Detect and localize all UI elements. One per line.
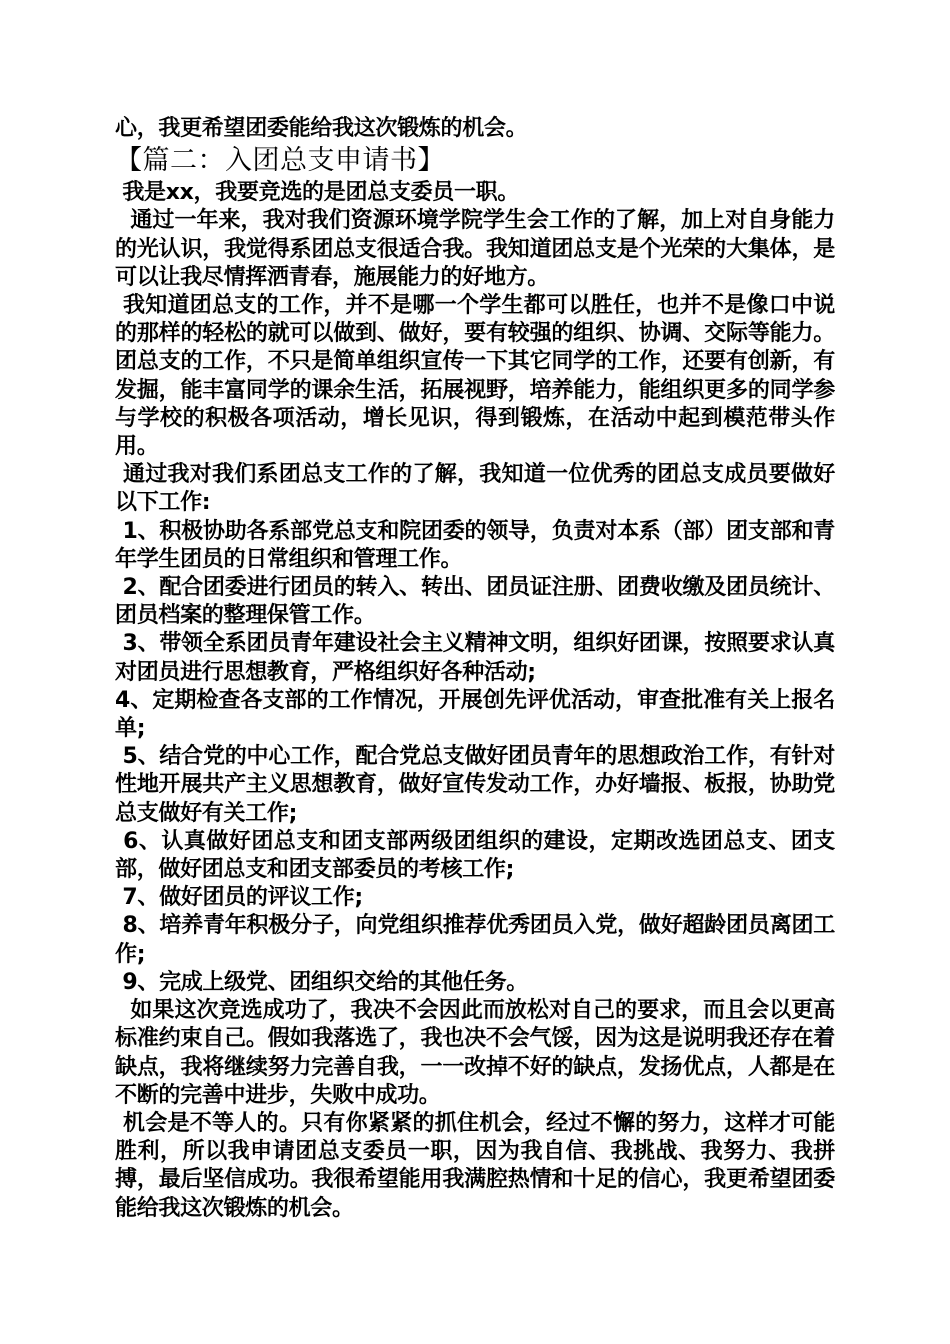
list-item-duty-2: 2、配合团委进行团员的转入、转出、团员证注册、团费收缴及团员统计、团员档案的整理保管工作。 (115, 575, 836, 629)
document-body (115, 115, 835, 1223)
paragraph-understanding: 我知道团总支的工作，并不是哪一个学生都可以胜任，也并不是像口中说的那样的轻松的就可以做到、做好，要有较强的组织、协调、交际等能力。团总支的工作，不只是简单组织宣传一下其它同学的工作，还要有创新，有发掘，能丰富同学的课余生活，拓展视野，培养能力，能组织更多的同学参与学校的积极各项活动，增长见识，得到锻炼，在活动中起到模范带头作用。 (115, 293, 836, 460)
carryover-line: 心，我更希望团委能给我这次锻炼的机会。 (115, 116, 528, 141)
paragraph-closing: 机会是不等人的。只有你紧紧的抓住机会，经过不懈的努力，这样才可能胜利，所以我申请团总支委员一职，因为我自信、我挑战、我努力、我拼搏，最后坚信成功。我很希望能用我满腔热情和十足的信心，我更希望团委能给我这次锻炼的机会。 (115, 1110, 836, 1221)
section-heading: 【篇二：入团总支申请书】 (115, 145, 445, 177)
list-item-duty-6: 6、认真做好团总支和团支部两级团组织的建设，定期改选团总支、团支部，做好团总支和团支部委员的考核工作; (115, 828, 835, 883)
list-item-duty-5: 5、结合党的中心工作，配合党总支做好团员青年的思想政治工作，有针对性地开展共产主义思想教育，做好宣传发动工作，办好墙报、板报，协助党总支做好有关工作; (115, 744, 836, 826)
list-item-duty-3: 3、带领全系团员青年建设社会主义精神文明，组织好团课，按照要求认真对团员进行思想教育，严格组织好各种活动; (115, 631, 836, 685)
list-item-duty-8: 8、培养青年积极分子，向党组织推荐优秀团员入党，做好超龄团员离团工作; (115, 913, 836, 967)
list-item-duty-9: 9、完成上级党、团组织交给的其他任务。 (115, 969, 528, 995)
paragraph-commitment: 如果这次竞选成功了，我决不会因此而放松对自己的要求，而且会以更高标准约束自己。假如我落选了，我也决不会气馁，因为这是说明我还存在着缺点，我将继续努力完善自我，一一改掉不好的缺点，发扬优点，人都是在不断的完善中进步，失败中成功。 (115, 998, 836, 1108)
paragraph-motivation: 通过一年来，我对我们资源环境学院学生会工作的了解，加上对自身能力的光认识，我觉得系团总支很适合我。我知道团总支是个光荣的大集体，是可以让我尽情挥洒青春，施展能力的好地方。 (115, 208, 836, 290)
list-item-duty-1: 1、积极协助各系部党总支和院团委的领导，负责对本系（部）团支部和青年学生团员的日常组织和管理工作。 (115, 518, 836, 572)
list-item-duty-7: 7、做好团员的评议工作; (115, 885, 363, 911)
paragraph-intro: 我是xx，我要竞选的是团总支委员一职。 (115, 180, 520, 206)
list-item-duty-4: 4、定期检查各支部的工作情况，开展创先评优活动，审查批准有关上报名单; (115, 687, 835, 742)
paragraph-duties-intro: 通过我对我们系团总支工作的了解，我知道一位优秀的团总支成员要做好以下工作: (115, 462, 836, 516)
